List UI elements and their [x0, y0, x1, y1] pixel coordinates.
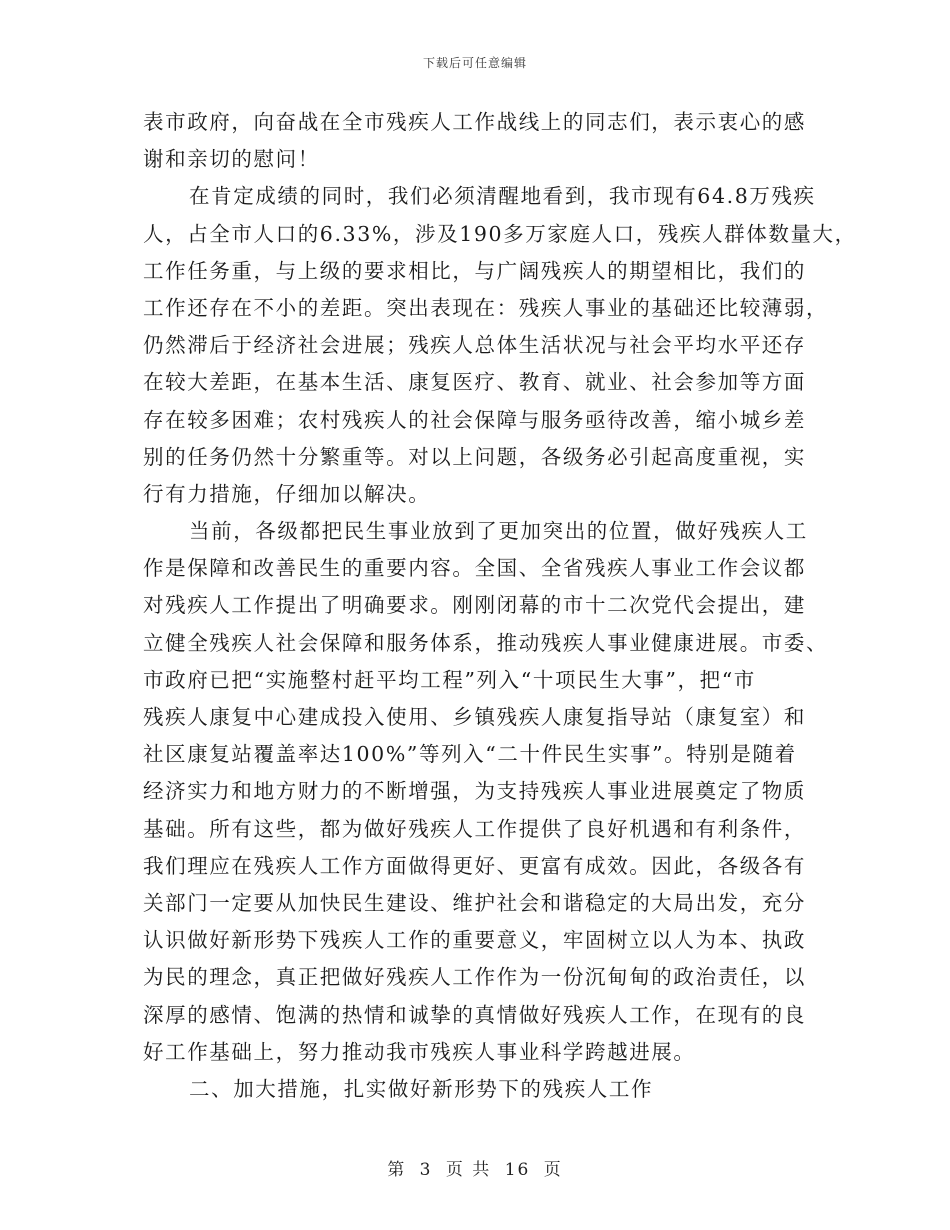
section-heading: 二、加大措施，扎实做好新形势下的残疾人工作 [189, 1076, 654, 1101]
paragraph-start-line: 当前，各级都把民生事业放到了更加突出的位置，做好残疾人工 [189, 519, 808, 544]
text-line: 作是保障和改善民生的重要内容。全国、全省残疾人事业工作会议都 [143, 556, 806, 581]
footer-suffix: 页 [543, 1160, 563, 1180]
text-line: 残疾人康复中心建成投入使用、乡镇残疾人康复指导站（康复室）和 [143, 705, 806, 729]
text-line: 工作任务重，与上级的要求相比，与广阔残疾人的期望相比，我们的 [143, 258, 806, 283]
text-line: 行有力措施，仔细加以解决。 [143, 481, 431, 506]
total-page-count: 16 [504, 1160, 531, 1180]
text-line: 人，占全市人口的6.33%，涉及190多万家庭人口，残疾人群体数量大， [143, 221, 857, 246]
page-header-note: 下载后可任意编辑 [422, 56, 527, 70]
text-line: 别的任务仍然十分繁重等。对以上问题，各级务必引起高度重视，实 [143, 444, 806, 469]
current-page-number: 3 [419, 1160, 433, 1180]
text-line: 好工作基础上，努力推动我市残疾人事业科学跨越进展。 [143, 1039, 696, 1064]
text-line: 市政府已把“实施整村赶平均工程”列入“十项民生大事”，把“市 [143, 667, 756, 692]
text-line: 认识做好新形势下残疾人工作的重要意义，牢固树立以人为本、执政 [143, 928, 806, 953]
document-body [143, 104, 857, 1108]
text-line: 经济实力和地方财力的不断增强，为支持残疾人事业进展奠定了物质 [143, 779, 806, 804]
text-line: 立健全残疾人社会保障和服务体系，推动残疾人事业健康进展。市委、 [143, 630, 829, 655]
text-line: 我们理应在残疾人工作方面做得更好、更富有成效。因此，各级各有 [143, 853, 806, 878]
text-line: 深厚的感情、饱满的热情和诚挚的真情做好残疾人工作，在现有的良 [143, 1002, 806, 1027]
page-footer [0, 1155, 950, 1180]
text-line: 在较大差距，在基本生活、康复医疗、教育、就业、社会参加等方面 [143, 370, 806, 395]
text-line: 存在较多困难；农村残疾人的社会保障与服务亟待改善，缩小城乡差 [143, 407, 806, 432]
footer-prefix: 第 [387, 1160, 407, 1180]
text-line: 对残疾人工作提出了明确要求。刚刚闭幕的市十二次党代会提出，建 [143, 593, 806, 618]
text-line: 仍然滞后于经济社会进展；残疾人总体生活状况与社会平均水平还存 [143, 333, 806, 358]
text-line: 为民的理念，真正把做好残疾人工作作为一份沉甸甸的政治责任，以 [143, 965, 806, 990]
text-line: 关部门一定要从加快民生建设、维护社会和谐稳定的大局出发，充分 [143, 890, 806, 915]
footer-middle: 页 共 [445, 1160, 492, 1180]
text-line: 工作还存在不小的差距。突出表现在：残疾人事业的基础还比较薄弱， [143, 295, 829, 320]
text-line: 谢和亲切的慰问！ [143, 147, 320, 172]
text-line: 社区康复站覆盖率达100%”等列入“二十件民生实事”。特别是随着 [143, 742, 797, 767]
text-line: 表市政府，向奋战在全市残疾人工作战线上的同志们，表示衷心的感 [143, 110, 806, 134]
paragraph-start-line: 在肯定成绩的同时，我们必须清醒地看到，我市现有64.8万残疾 [189, 184, 816, 209]
text-line: 基础。所有这些，都为做好残疾人工作提供了良好机遇和有利条件， [143, 816, 806, 841]
